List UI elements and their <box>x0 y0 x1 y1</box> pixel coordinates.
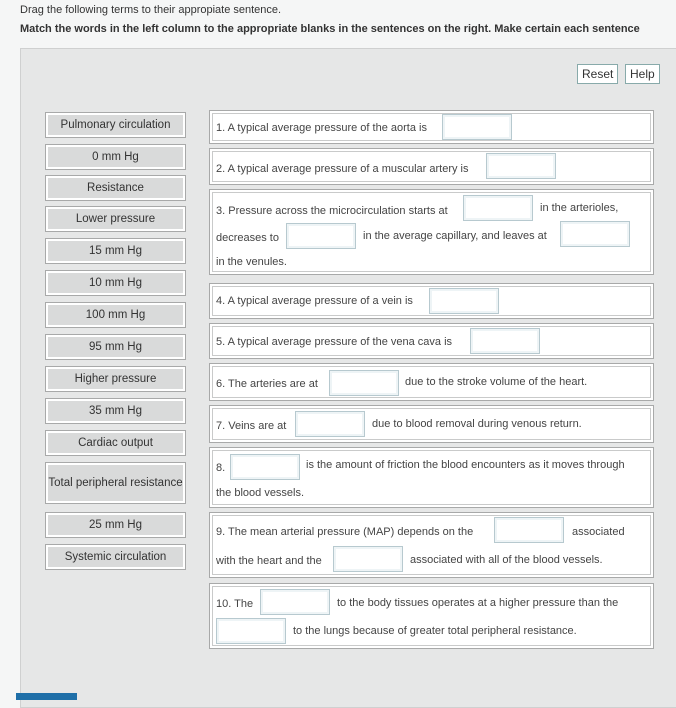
sentence-3-box <box>209 189 654 275</box>
sentence-8-text-b: is the amount of friction the blood encounters as it moves through <box>306 459 625 471</box>
sentence-9-text-b: associated <box>572 526 625 538</box>
instruction-line-1: Drag the following terms to their appropiate sentence. <box>20 4 282 16</box>
drop-target-3b[interactable] <box>286 223 356 249</box>
sentence-10-text-a: 10. The <box>216 598 254 610</box>
sentence-6-box <box>209 363 654 401</box>
sentence-2-text: 2. A typical average pressure of a muscular artery is <box>216 163 469 175</box>
drop-target-9a[interactable] <box>494 517 564 543</box>
sentence-3-text-e: in the venules. <box>216 256 287 268</box>
term-35-mm-hg[interactable]: 35 mm Hg <box>45 398 186 424</box>
drop-target-1[interactable] <box>442 114 512 140</box>
sentence-9-box <box>209 512 654 578</box>
sentence-7-text-a: 7. Veins are at <box>216 420 287 432</box>
drop-target-3c[interactable] <box>560 221 630 247</box>
drop-target-8[interactable] <box>230 454 300 480</box>
drop-target-3a[interactable] <box>463 195 533 221</box>
sentence-10-box <box>209 583 654 649</box>
drop-target-5[interactable] <box>470 328 540 354</box>
term-total-peripheral-resistance[interactable]: Total peripheral resistance <box>45 462 186 504</box>
sentence-9-text-a: 9. The mean arterial pressure (MAP) depends on the <box>216 526 474 538</box>
term-10-mm-hg[interactable]: 10 mm Hg <box>45 270 186 296</box>
sentence-3-text-b: in the arterioles, <box>540 202 619 214</box>
instruction-line-2: Match the words in the left column to the appropriate blanks in the sentences on the right. Make certain each sentence <box>20 23 640 35</box>
term-higher-pressure[interactable]: Higher pressure <box>45 366 186 392</box>
sentence-7-box <box>209 405 654 443</box>
term-pulmonary-circulation[interactable]: Pulmonary circulation <box>45 112 186 138</box>
drop-target-6[interactable] <box>329 370 399 396</box>
term-25-mm-hg[interactable]: 25 mm Hg <box>45 512 186 538</box>
term-95-mm-hg[interactable]: 95 mm Hg <box>45 334 186 360</box>
sentence-9-text-d: associated with all of the blood vessels. <box>410 554 603 566</box>
drop-target-10a[interactable] <box>260 589 330 615</box>
term-systemic-circulation[interactable]: Systemic circulation <box>45 544 186 570</box>
term-lower-pressure[interactable]: Lower pressure <box>45 206 186 232</box>
drop-target-7[interactable] <box>295 411 365 437</box>
drop-target-9b[interactable] <box>333 546 403 572</box>
sentence-9-text-c: with the heart and the <box>216 555 322 567</box>
sentence-4-box <box>209 283 654 319</box>
term-100-mm-hg[interactable]: 100 mm Hg <box>45 302 186 328</box>
sentence-10-text-c: to the lungs because of greater total peripheral resistance. <box>293 625 577 637</box>
sentence-8-text-a: 8. <box>216 462 226 474</box>
drop-target-10b[interactable] <box>216 618 286 644</box>
sentence-6-text-a: 6. The arteries are at <box>216 378 318 390</box>
sentence-8-box <box>209 447 654 508</box>
term-resistance[interactable]: Resistance <box>45 175 186 201</box>
sentence-8-text-c: the blood vessels. <box>216 487 305 499</box>
sentence-5-text: 5. A typical average pressure of the vena cava is <box>216 336 453 348</box>
sentence-1-box <box>209 110 654 144</box>
term-15-mm-hg[interactable]: 15 mm Hg <box>45 238 186 264</box>
drop-target-4[interactable] <box>429 288 499 314</box>
help-button[interactable]: Help <box>625 64 660 84</box>
sentence-7-text-b: due to blood removal during venous return. <box>372 418 582 430</box>
sentence-4-text: 4. A typical average pressure of a vein is <box>216 295 413 307</box>
sentence-3-text-c: decreases to <box>216 232 279 244</box>
submit-button-edge[interactable] <box>16 693 77 700</box>
sentence-3-text-a: 3. Pressure across the microcirculation starts at <box>216 205 448 217</box>
sentence-1-text: 1. A typical average pressure of the aorta is <box>216 122 427 134</box>
sentence-6-text-b: due to the stroke volume of the heart. <box>405 376 588 388</box>
sentence-10-text-b: to the body tissues operates at a higher pressure than the <box>337 597 619 609</box>
reset-button[interactable]: Reset <box>577 64 618 84</box>
sentence-5-box <box>209 323 654 359</box>
sentence-2-box <box>209 148 654 185</box>
term-cardiac-output[interactable]: Cardiac output <box>45 430 186 456</box>
drop-target-2[interactable] <box>486 153 556 179</box>
sentence-3-text-d: in the average capillary, and leaves at <box>363 230 547 242</box>
term-0-mm-hg[interactable]: 0 mm Hg <box>45 144 186 170</box>
